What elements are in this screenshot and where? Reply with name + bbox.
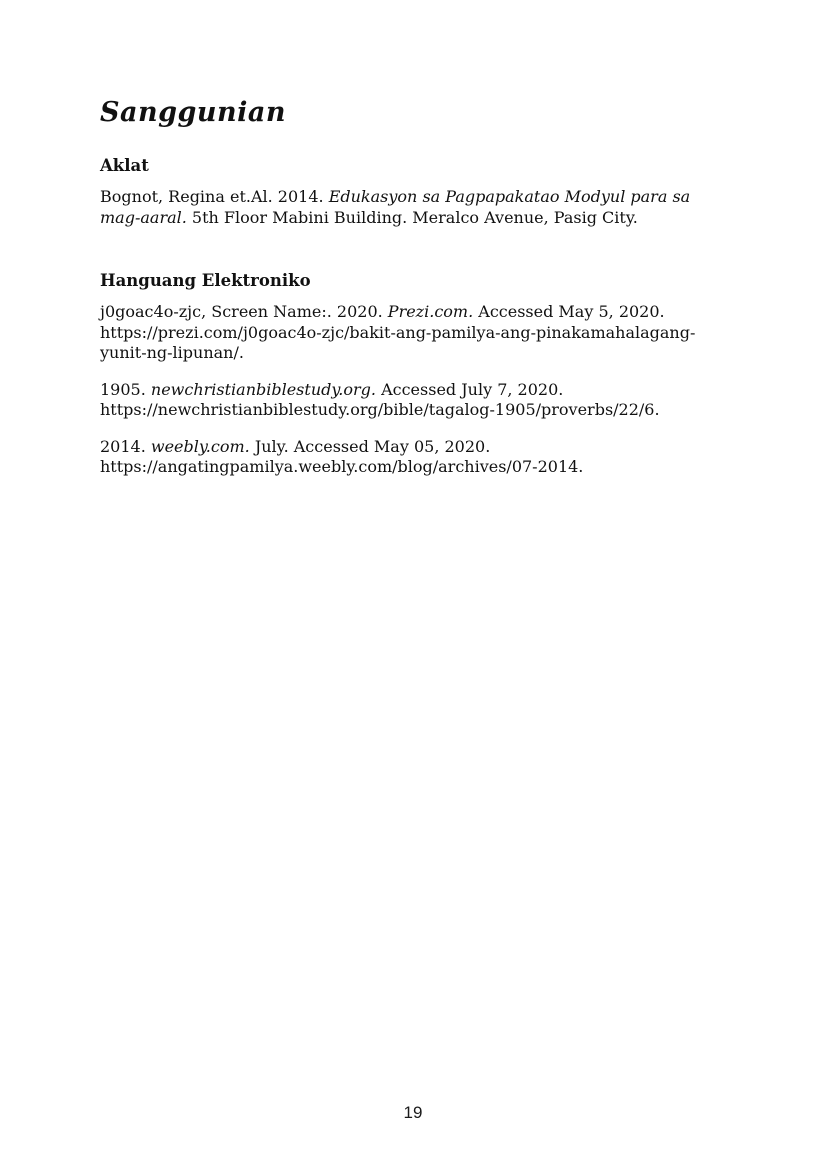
section-heading-aklat: Aklat bbox=[100, 156, 149, 175]
reference-text-segment: 1905. bbox=[100, 379, 151, 399]
reference-text-segment: 2014. bbox=[100, 436, 151, 456]
section-hanguang-elektroniko bbox=[100, 244, 716, 478]
reference-entry bbox=[100, 302, 716, 364]
reference-title-segment: Edukasyon sa Pagpapakatao Modyul para sa mag-aaral. bbox=[100, 187, 691, 227]
page-number: 19 bbox=[403, 1103, 423, 1122]
reference-text-segment: Accessed July 7, 2020. https://newchristianbiblestudy.org/bible/tagalog-1905/proverbs/22/6. bbox=[100, 379, 660, 419]
reference-title-segment: weebly.com. bbox=[150, 436, 250, 456]
page-content bbox=[100, 0, 716, 494]
reference-entry bbox=[100, 380, 716, 421]
reference-title-segment: Prezi.com. bbox=[387, 302, 474, 321]
reference-entry bbox=[100, 437, 716, 478]
reference-text-segment: Accessed May 5, 2020. https://prezi.com/j0goac4o-zjc/bakit-ang-pamilya-ang-pinakamahalagang-yunit-ng-lipunan/. bbox=[100, 302, 696, 362]
reference-text-segment: Bognot, Regina et.Al. 2014. bbox=[100, 187, 329, 206]
reference-text-segment: July. Accessed May 05, 2020. https://angatingpamilya.weebly.com/blog/archives/07-2014. bbox=[100, 436, 584, 476]
reference-title-segment: newchristianbiblestudy.org. bbox=[150, 379, 376, 399]
reference-text-segment: 5th Floor Mabini Building. Meralco Avenue, Pasig City. bbox=[186, 207, 638, 227]
reference-entry bbox=[100, 187, 716, 228]
section-heading-hanguang-elektroniko: Hanguang Elektroniko bbox=[100, 271, 311, 290]
section-aklat bbox=[100, 156, 716, 228]
page-title: Sanggunian bbox=[100, 97, 287, 128]
reference-text-segment: j0goac4o-zjc, Screen Name:. 2020. bbox=[100, 302, 388, 321]
